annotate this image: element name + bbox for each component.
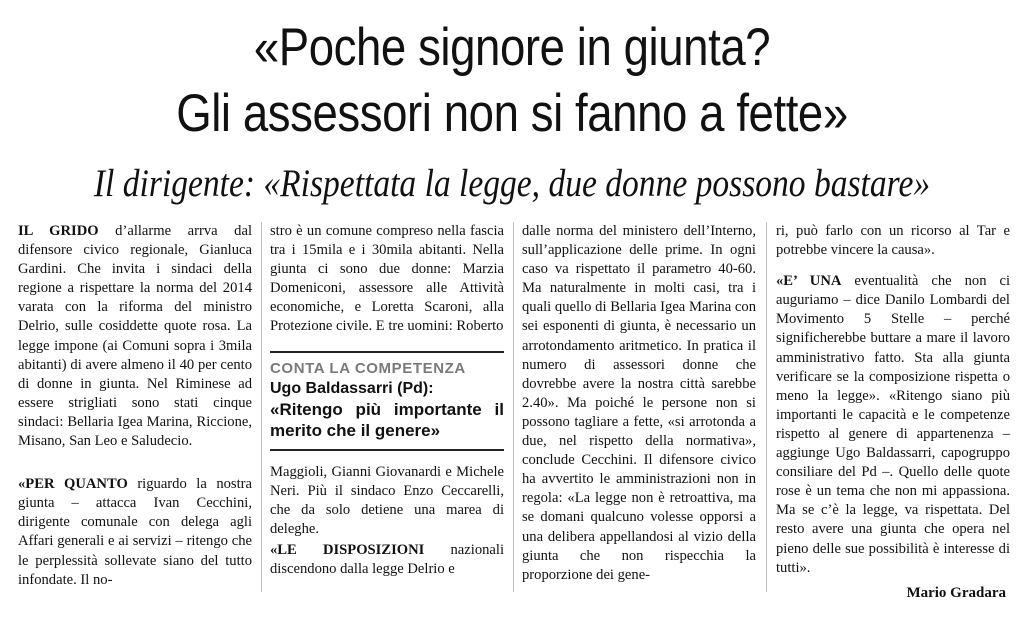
paragraph-text: ri, può farlo con un ricorso al Tar e potrebbe vincere la causa».	[776, 223, 1010, 259]
column-divider	[261, 222, 262, 592]
lead-in: «LE DISPOSIZIONI	[270, 541, 425, 558]
pull-quote-kicker: CONTA LA COMPETENZA	[270, 359, 466, 377]
paragraph	[776, 272, 1010, 578]
paragraph-text: nazionali discendono dalla legge Delrio e	[270, 541, 504, 578]
article-column-4	[776, 222, 1010, 578]
author-byline: Mario Gradara	[906, 585, 1006, 601]
lead-in: «PER QUANTO	[18, 476, 128, 493]
article-column-1	[18, 222, 252, 590]
column-divider	[513, 222, 514, 592]
paragraph-text: riguardo la nostra giunta – attacca Ivan Cecchini, dirigente comunale con delega agli Affari generali e ai servizi – ritengo che le perplessità sollevate siano del tutto infondate. Il no-	[18, 476, 252, 588]
headline-line-2: Gli assessori non si fanno a fette»	[176, 84, 848, 143]
subheadline: Il dirigente: «Rispettata la legge, due donne possono bastare»	[93, 162, 931, 205]
paragraph-text: dalle norma del ministero dell’Interno, sull’applicazione delle prime. In ogni caso va rispettato il parametro 40-60. Ma naturalmente in molti casi, tra i quali quello di Bellaria Igea Marina con sei esponenti di giunta, è necessario un arrotondamento aritmetico. In pratica il numero di assessori donne che dovrebbe avere la nostra città sarebbe 2.40». Ma poiché le persone non si possono tagliare a fette, «si arrotonda a due, nel rispetto della normativa», conclude Cecchini. Il difensore civico ha avvertito le amministrazioni non in regola: «La legge non è retroattiva, ma se domani qualcuno volesse opporsi a una delibera appellandosi al vizio della giunta che non rispecchia la proporzione dei gene-	[522, 223, 756, 583]
paragraph	[18, 475, 252, 590]
column-divider	[766, 222, 767, 592]
paragraph	[18, 222, 252, 451]
paragraph-text: stro è un comune compreso nella fascia tra i 15mila e i 30mila abitanti. Nella giunta ci sono due donne: Marzia Domeniconi, assessore alle Attività economiche, e Loretta Scaroni, alla Protezione civile. E tre uomini: Roberto	[270, 223, 504, 335]
pull-quote-text: «Ritengo più importante il merito che il genere»	[270, 399, 504, 440]
article-column-2	[270, 222, 504, 579]
paragraph-text: d’allarme arrva dal difensore civico regionale, Gianluca Gardini. Che invita i sindaci della regione a rispettare la norma del 2014 varata con la riforma del ministro Delrio, sulle cosiddette quote rosa. La legge impone (ai Comuni sopra i 3mila abitanti) di avere almeno il 40 per cento di donne in giunta. Nel Riminese ad essere strigliati sono stati cinque sindaci: Bellaria Igea Marina, Riccione, Misano, San Leo e Saludecio.	[18, 223, 252, 450]
pull-quote-title: Ugo Baldassarri (Pd):	[270, 379, 434, 397]
paragraph-text: Maggioli, Gianni Giovanardi e Michele Neri. Più il sindaco Enzo Ceccarelli, che da solo detiene una marea di deleghe.	[270, 463, 504, 537]
paragraph-text: eventualità che non ci auguriamo – dice Danilo Lombardi del Movimento 5 Stelle – perché significherebbe buttare a mare il lavoro amministrativo fatto. Sta alla giunta verificare se la composizione rispetta o meno la legge». «Ritengo siano più importanti le capacità e le competenze rispetto al genere di appartenenza – aggiunge Ugo Baldassarri, capogruppo consiliare del Pd –. Quello delle quote rose è un tema che non mi appassiona. Ma se c’è la legge, va rispettata. Del resto avere una giunta che opera nel pieno delle sue possibilità è interesse di tutti».	[776, 273, 1010, 576]
headline-line-1: «Poche signore in giunta?	[253, 18, 771, 77]
article-column-3	[522, 222, 756, 585]
lead-in: IL GRIDO	[18, 223, 99, 239]
paragraph	[270, 541, 504, 579]
lead-in: «E’ UNA	[776, 273, 842, 290]
pull-quote-box	[270, 351, 504, 451]
